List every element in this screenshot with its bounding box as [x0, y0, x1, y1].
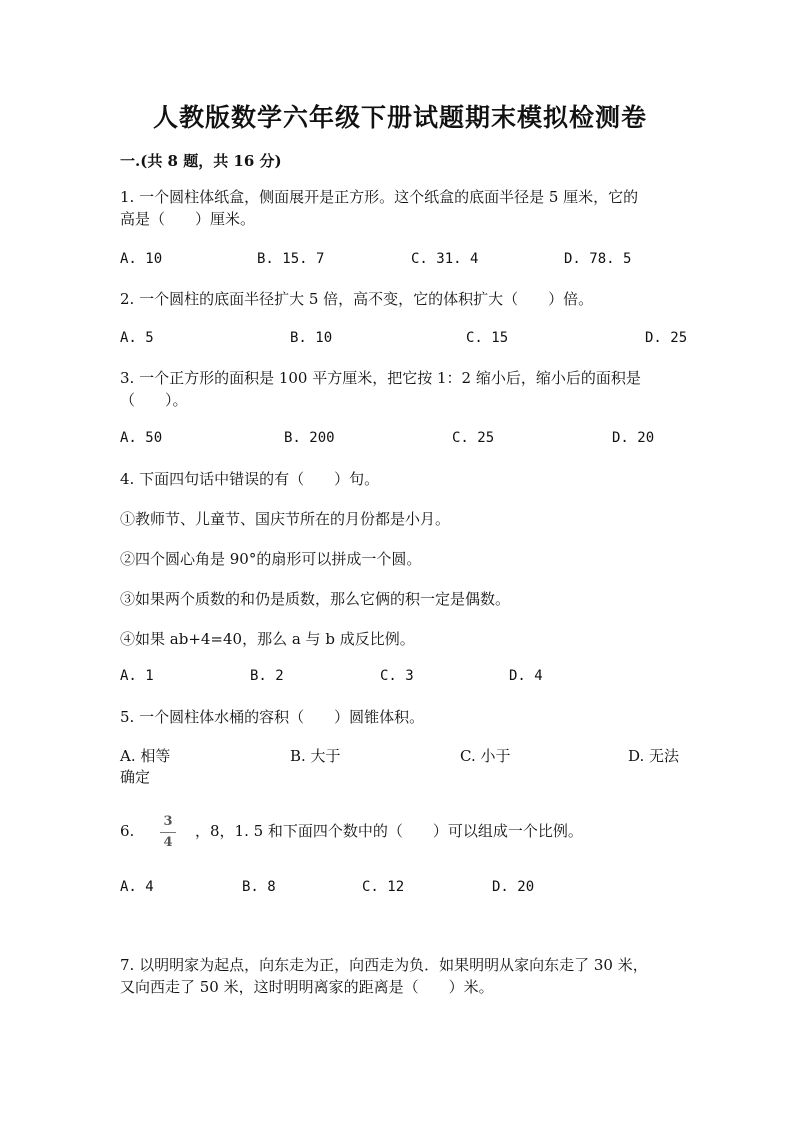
question-3-line-1: 3. 一个正方形的面积是 100 平方厘米，把它按 1：2 缩小后，缩小后的面积是 [120, 369, 641, 387]
question-2-option-d: D. 25 [645, 330, 688, 346]
fraction-three-quarters [158, 814, 178, 851]
question-1-option-c: C. 31. 4 [411, 251, 479, 267]
question-5-option-d [628, 745, 679, 766]
question-6-option-d: D. 20 [492, 879, 535, 895]
question-1-option-d: D. 78. 5 [564, 251, 632, 267]
question-4-statement-3: ③如果两个质数的和仍是质数，那么它俩的积一定是偶数。 [120, 590, 511, 608]
question-5-line-1: 5. 一个圆柱体水桶的容积（ ）圆锥体积。 [120, 708, 425, 726]
question-6-text: ，8，1. 5 和下面四个数中的（ ）可以组成一个比例。 [195, 822, 583, 840]
question-7-line-1: 7. 以明明家为起点，向东走为正，向西走为负．如果明明从家向东走了 30 米， [120, 956, 648, 974]
question-2-option-a: A. 5 [120, 330, 154, 346]
fraction-bar [160, 832, 176, 833]
question-3-line-2: （ ）。 [120, 391, 188, 409]
question-1-line-2: 高是（ ）厘米。 [120, 210, 256, 228]
question-4-line-1: 4. 下面四句话中错误的有（ ）句。 [120, 470, 380, 488]
question-1-option-b: B. 15. 7 [257, 251, 325, 267]
question-5-option-b [290, 745, 341, 766]
question-4-statement-2: ②四个圆心角是 90°的扇形可以拼成一个圆。 [120, 550, 422, 568]
question-5-option-a [120, 745, 170, 766]
question-5-option-c-text: C. 小于 [460, 747, 511, 765]
question-4-option-b: B. 2 [250, 668, 284, 684]
question-5-option-b-text: B. 大于 [290, 747, 341, 765]
question-3-option-a: A. 50 [120, 430, 163, 446]
question-3-option-b: B. 200 [284, 430, 335, 446]
question-4-option-c: C. 3 [380, 668, 414, 684]
fraction-denominator: 4 [163, 835, 173, 850]
question-4-statement-1: ①教师节、儿童节、国庆节所在的月份都是小月。 [120, 510, 451, 528]
question-5-option-d-wrap: 确定 [120, 768, 151, 786]
question-5-option-d-text: D. 无法 [628, 747, 680, 765]
question-3-option-d: D. 20 [612, 430, 655, 446]
question-2-option-b: B. 10 [290, 330, 333, 346]
question-2-option-c: C. 15 [466, 330, 509, 346]
question-1-line-1: 1. 一个圆柱体纸盒，侧面展开是正方形。这个纸盒的底面半径是 5 厘米，它的 [120, 188, 639, 206]
question-3-option-c: C. 25 [452, 430, 495, 446]
question-5-option-a-text: A. 相等 [120, 747, 171, 765]
question-2-line-1: 2. 一个圆柱的底面半径扩大 5 倍，高不变，它的体积扩大（ ）倍。 [120, 290, 594, 308]
question-5-option-c [460, 745, 510, 766]
question-6-option-a: A. 4 [120, 879, 154, 895]
question-4-option-a: A. 1 [120, 668, 154, 684]
question-6-option-c: C. 12 [362, 879, 405, 895]
question-6-option-b: B. 8 [242, 879, 276, 895]
question-6-number: 6. [120, 822, 135, 840]
question-1-option-a: A. 10 [120, 251, 163, 267]
page-title: 人教版数学六年级下册试题期末模拟检测卷 [152, 103, 647, 132]
question-7-line-2: 又向西走了 50 米，这时明明离家的距离是（ ）米。 [120, 978, 494, 996]
fraction-numerator: 3 [163, 814, 173, 829]
question-4-statement-4: ④如果 ab+4=40，那么 a 与 b 成反比例。 [120, 630, 415, 648]
question-4-option-d: D. 4 [509, 668, 543, 684]
section-heading: 一.(共 8 题，共 16 分) [120, 152, 282, 170]
